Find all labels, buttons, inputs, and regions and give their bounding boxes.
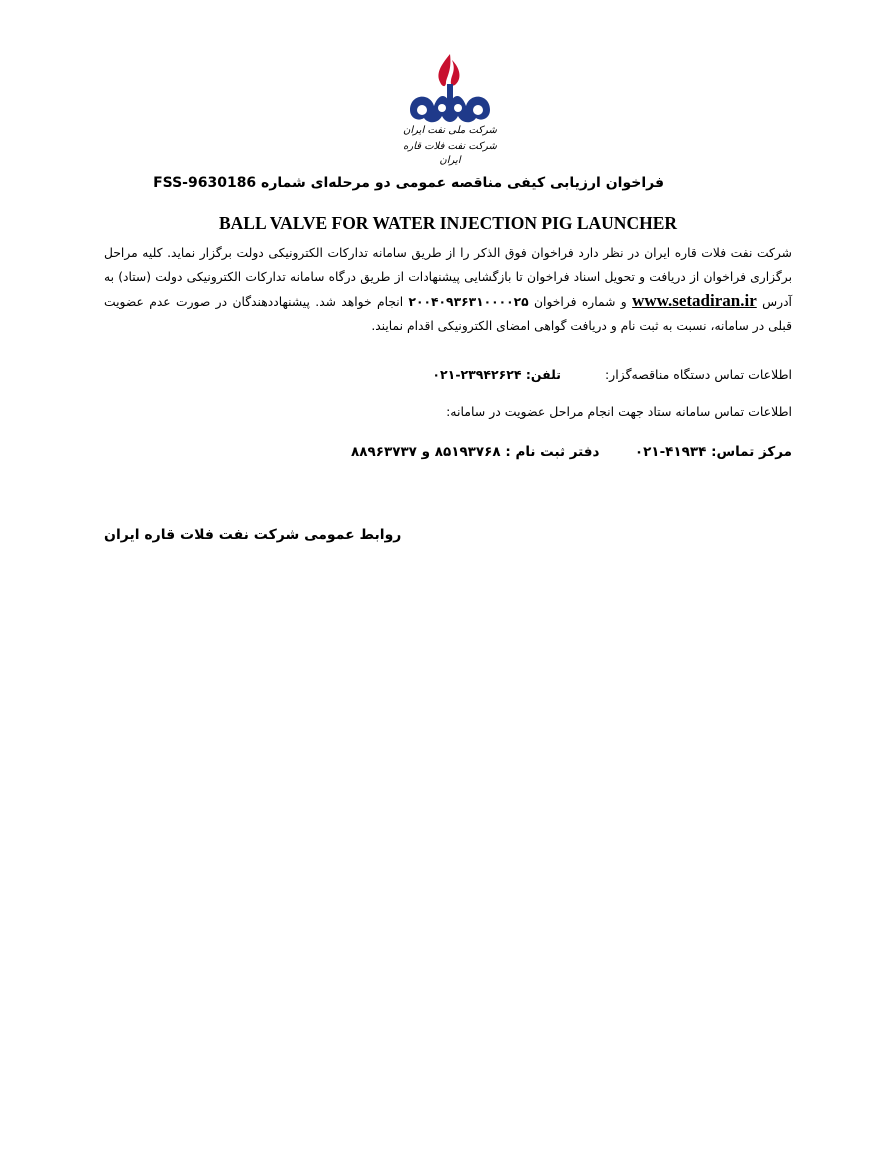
logo-caption-iooc: شرکت نفت فلات قاره ایران xyxy=(403,141,497,166)
announcement-paragraph xyxy=(104,241,792,338)
setadiran-link[interactable]: www.setadiran.ir xyxy=(632,291,757,310)
logo-caption-nioc: شرکت ملی نفت ایران xyxy=(403,125,497,136)
paragraph-text-3: انجام خواهد شد. پیشنهاددهندگان در صورت عدم عضویت قبلی در سامانه، نسبت به ثبت نام و دریافت گواهی امضای الکترونیکی اقدام نمایند. xyxy=(104,295,792,333)
emblem-hole-left xyxy=(417,105,427,115)
flame-shape xyxy=(438,54,459,86)
footer-signature: روابط عمومی شرکت نفت فلات قاره ایران xyxy=(104,527,402,543)
emblem-hole-center-left xyxy=(438,104,446,112)
page-title-english: BALL VALVE FOR WATER INJECTION PIG LAUNCHER xyxy=(218,213,678,233)
call-center-number: مرکز تماس: ۴۱۹۳۴-۰۲۱ xyxy=(634,444,792,460)
tender-number: ۲۰۰۴۰۹۳۶۳۱۰۰۰۰۲۵ xyxy=(408,295,529,309)
paragraph-text-1: شرکت نفت فلات قاره ایران در نظر دارد فراخوان فوق الذکر را از طریق سامانه تدارکات الکترونیکی دولت برگزار نماید. کلیه مراحل برگزاری فراخوان از دریافت و تحویل اسناد فراخوان تا بازگشایی پیشنهادات از طریق درگاه سامانه تدارکات الکترونیکی دولت (ستاد) به آدرس xyxy=(104,246,792,309)
setad-contact-row xyxy=(351,442,792,462)
paragraph-text-2: و شماره فراخوان xyxy=(534,295,627,309)
emblem-hole-center-right xyxy=(454,104,462,112)
tender-contact-row xyxy=(432,365,792,385)
tender-phone: تلفن: ۲۳۹۴۲۶۲۴-۰۲۱ xyxy=(432,367,561,382)
setad-contact-label: اطلاعات تماس سامانه ستاد جهت انجام مراحل عضویت در سامانه: xyxy=(446,404,792,419)
page-title-persian: فراخوان ارزیابی کیفی مناقصه عمومی دو مرحله‌ای شماره FSS-9630186 xyxy=(153,175,664,191)
registration-office-numbers: دفتر ثبت نام : ۸۵۱۹۳۷۶۸ و ۸۸۹۶۳۷۳۷ xyxy=(351,444,600,460)
emblem-hole-right xyxy=(473,105,483,115)
tender-contact-label: اطلاعات تماس دستگاه مناقصه‌گزار: xyxy=(604,367,792,382)
